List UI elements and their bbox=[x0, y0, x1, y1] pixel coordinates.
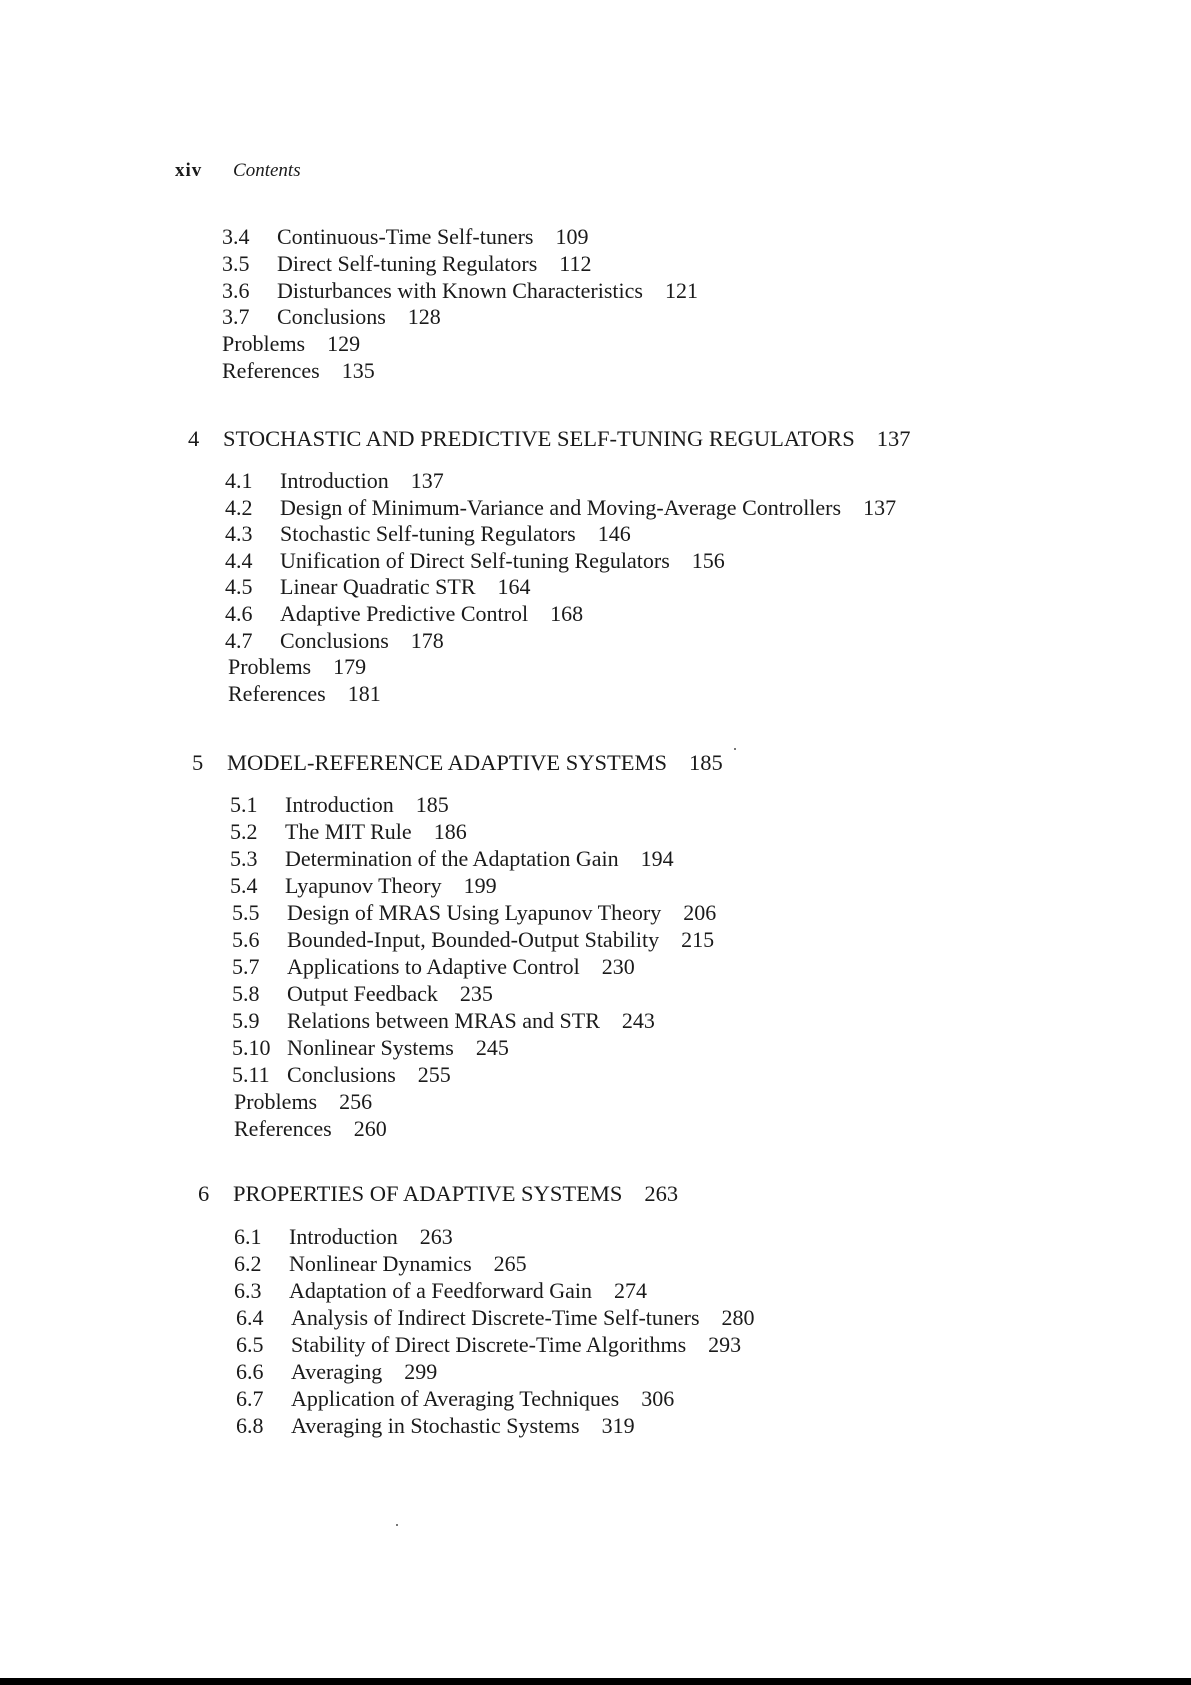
section-entry bbox=[225, 521, 631, 547]
entry-title: Adaptive Predictive Control bbox=[280, 601, 529, 626]
page-reference: 164 bbox=[497, 574, 531, 599]
section-number: 5.7 bbox=[232, 954, 260, 979]
backmatter-entry bbox=[222, 331, 360, 357]
section-entry bbox=[234, 1224, 453, 1250]
entry-title: Relations between MRAS and STR bbox=[287, 1008, 600, 1033]
entry-title: Introduction bbox=[289, 1224, 398, 1249]
entry-title: Disturbances with Known Characteristics bbox=[277, 278, 643, 303]
entry-title: Applications to Adaptive Control bbox=[287, 954, 580, 979]
section-number: 5.3 bbox=[230, 846, 258, 871]
section-entry bbox=[222, 224, 588, 250]
section-entry bbox=[230, 846, 674, 872]
page-reference: 156 bbox=[691, 548, 725, 573]
entry-title: Lyapunov Theory bbox=[285, 873, 442, 898]
entry-title: Determination of the Adaptation Gain bbox=[285, 846, 619, 871]
entry-title: Adaptation of a Feedforward Gain bbox=[289, 1278, 593, 1303]
section-entry bbox=[222, 278, 698, 304]
page-reference: 185 bbox=[415, 792, 449, 817]
section-number: 3.5 bbox=[222, 251, 250, 276]
section-number: 5.8 bbox=[232, 981, 260, 1006]
section-number: 5.6 bbox=[232, 927, 260, 952]
backmatter-entry bbox=[234, 1089, 372, 1115]
section-number: 5.5 bbox=[232, 900, 260, 925]
page-reference: 243 bbox=[621, 1008, 655, 1033]
chapter-entry bbox=[188, 425, 910, 453]
section-number: 4.2 bbox=[225, 495, 253, 520]
section-number: 3.6 bbox=[222, 278, 250, 303]
section-entry bbox=[236, 1305, 755, 1331]
page-reference: 206 bbox=[683, 900, 717, 925]
entry-title: Stability of Direct Discrete-Time Algorithms bbox=[291, 1332, 687, 1357]
section-number: 5.9 bbox=[232, 1008, 260, 1033]
section-entry bbox=[232, 900, 716, 926]
page-reference: 168 bbox=[550, 601, 584, 626]
page-reference: 306 bbox=[641, 1386, 675, 1411]
section-number: 6.8 bbox=[236, 1413, 264, 1438]
page-reference: 121 bbox=[664, 278, 698, 303]
backmatter-entry bbox=[222, 358, 375, 384]
section-entry bbox=[225, 628, 444, 654]
page-reference: 129 bbox=[327, 331, 361, 356]
page-reference: 109 bbox=[555, 224, 589, 249]
page-reference: 186 bbox=[433, 819, 467, 844]
entry-title: Output Feedback bbox=[287, 981, 438, 1006]
chapter-entry bbox=[198, 1180, 678, 1208]
section-entry bbox=[225, 495, 896, 521]
entry-title: Averaging in Stochastic Systems bbox=[291, 1413, 580, 1438]
entry-title: Bounded-Input, Bounded-Output Stability bbox=[287, 927, 660, 952]
page-reference: 274 bbox=[614, 1278, 648, 1303]
page-reference: 146 bbox=[597, 521, 631, 546]
chapter-title: STOCHASTIC AND PREDICTIVE SELF-TUNING REGULATORS bbox=[223, 426, 855, 451]
chapter-number: 5 bbox=[192, 750, 204, 775]
section-number: 5.11 bbox=[232, 1062, 270, 1087]
entry-title: Application of Averaging Techniques bbox=[291, 1386, 620, 1411]
page-reference: 235 bbox=[459, 981, 493, 1006]
entry-title: Introduction bbox=[280, 468, 389, 493]
page-reference: 255 bbox=[417, 1062, 451, 1087]
entry-title: Nonlinear Dynamics bbox=[289, 1251, 472, 1276]
entry-title: The MIT Rule bbox=[285, 819, 412, 844]
entry-title: Problems bbox=[234, 1089, 318, 1114]
section-number: 4.5 bbox=[225, 574, 253, 599]
chapter-number: 6 bbox=[198, 1181, 210, 1206]
section-entry bbox=[225, 548, 725, 574]
section-number: 3.7 bbox=[222, 304, 250, 329]
page-reference: 128 bbox=[407, 304, 441, 329]
section-entry bbox=[230, 792, 449, 818]
page-reference: 263 bbox=[644, 1181, 679, 1206]
section-entry bbox=[234, 1278, 647, 1304]
scan-speck bbox=[396, 1524, 398, 1526]
section-number: 5.2 bbox=[230, 819, 258, 844]
section-entry bbox=[230, 873, 497, 899]
page-reference: 263 bbox=[419, 1224, 453, 1249]
section-entry bbox=[232, 1008, 655, 1034]
section-number: 3.4 bbox=[222, 224, 250, 249]
backmatter-entry bbox=[228, 681, 381, 707]
page-reference: 135 bbox=[341, 358, 375, 383]
section-number: 4.1 bbox=[225, 468, 253, 493]
section-number: 5.4 bbox=[230, 873, 258, 898]
section-number: 6.5 bbox=[236, 1332, 264, 1357]
entry-title: Design of Minimum-Variance and Moving-Average Controllers bbox=[280, 495, 842, 520]
section-entry bbox=[234, 1251, 527, 1277]
page-reference: 265 bbox=[493, 1251, 527, 1276]
entry-title: Linear Quadratic STR bbox=[280, 574, 476, 599]
section-entry bbox=[225, 601, 583, 627]
backmatter-entry bbox=[228, 654, 366, 680]
section-entry bbox=[236, 1413, 635, 1439]
page-reference: 215 bbox=[681, 927, 715, 952]
page-reference: 230 bbox=[601, 954, 635, 979]
section-number: 5.1 bbox=[230, 792, 258, 817]
page-reference: 260 bbox=[353, 1116, 387, 1141]
running-header bbox=[175, 160, 301, 182]
page-reference: 137 bbox=[863, 495, 897, 520]
page-reference: 245 bbox=[475, 1035, 509, 1060]
entry-title: Analysis of Indirect Discrete-Time Self-tuners bbox=[291, 1305, 700, 1330]
entry-title: Unification of Direct Self-tuning Regulators bbox=[280, 548, 670, 573]
section-number: 6.4 bbox=[236, 1305, 264, 1330]
section-number: 4.7 bbox=[225, 628, 253, 653]
page-reference: 137 bbox=[410, 468, 444, 493]
page-number: xiv bbox=[175, 160, 203, 181]
entry-title: Stochastic Self-tuning Regulators bbox=[280, 521, 576, 546]
section-number: 6.2 bbox=[234, 1251, 262, 1276]
section-number: 4.3 bbox=[225, 521, 253, 546]
page-reference: 293 bbox=[708, 1332, 742, 1357]
section-entry bbox=[222, 304, 441, 330]
section-number: 4.4 bbox=[225, 548, 253, 573]
section-entry bbox=[232, 927, 714, 953]
backmatter-entry bbox=[234, 1116, 387, 1142]
section-entry bbox=[236, 1332, 741, 1358]
page-reference: 178 bbox=[410, 628, 444, 653]
page-reference: 137 bbox=[876, 426, 911, 451]
page-reference: 194 bbox=[640, 846, 674, 871]
scan-edge-rule bbox=[0, 1678, 1191, 1685]
section-entry bbox=[236, 1359, 437, 1385]
entry-title: Problems bbox=[228, 654, 312, 679]
entry-title: Design of MRAS Using Lyapunov Theory bbox=[287, 900, 662, 925]
section-entry bbox=[232, 981, 493, 1007]
entry-title: Averaging bbox=[291, 1359, 383, 1384]
scan-speck bbox=[734, 748, 736, 750]
page-reference: 185 bbox=[689, 750, 723, 775]
page-reference: 199 bbox=[463, 873, 497, 898]
entry-title: Problems bbox=[222, 331, 306, 356]
running-title: Contents bbox=[233, 160, 301, 181]
page-reference: 256 bbox=[339, 1089, 373, 1114]
page-reference: 280 bbox=[721, 1305, 755, 1330]
page-reference: 181 bbox=[347, 681, 381, 706]
section-number: 6.7 bbox=[236, 1386, 264, 1411]
chapter-entry bbox=[192, 749, 723, 777]
chapter-number: 4 bbox=[188, 426, 200, 451]
section-entry bbox=[232, 954, 635, 980]
chapter-title: MODEL-REFERENCE ADAPTIVE SYSTEMS bbox=[227, 750, 668, 775]
entry-title: Conclusions bbox=[277, 304, 386, 329]
section-number: 4.6 bbox=[225, 601, 253, 626]
section-number: 6.3 bbox=[234, 1278, 262, 1303]
entry-title: References bbox=[222, 358, 320, 383]
section-number: 5.10 bbox=[232, 1035, 271, 1060]
section-entry bbox=[230, 819, 467, 845]
page-reference: 319 bbox=[601, 1413, 635, 1438]
section-entry bbox=[236, 1386, 674, 1412]
section-entry bbox=[232, 1035, 509, 1061]
section-entry bbox=[232, 1062, 451, 1088]
entry-title: Conclusions bbox=[287, 1062, 396, 1087]
entry-title: Continuous-Time Self-tuners bbox=[277, 224, 534, 249]
entry-title: Introduction bbox=[285, 792, 394, 817]
entry-title: Nonlinear Systems bbox=[287, 1035, 454, 1060]
entry-title: Conclusions bbox=[280, 628, 389, 653]
entry-title: Direct Self-tuning Regulators bbox=[277, 251, 538, 276]
entry-title: References bbox=[228, 681, 326, 706]
section-entry bbox=[225, 468, 444, 494]
page-reference: 299 bbox=[404, 1359, 438, 1384]
section-entry bbox=[222, 251, 591, 277]
page-reference: 112 bbox=[559, 251, 592, 276]
page-reference: 179 bbox=[333, 654, 367, 679]
chapter-title: PROPERTIES OF ADAPTIVE SYSTEMS bbox=[233, 1181, 623, 1206]
section-entry bbox=[225, 574, 531, 600]
section-number: 6.1 bbox=[234, 1224, 262, 1249]
entry-title: References bbox=[234, 1116, 332, 1141]
section-number: 6.6 bbox=[236, 1359, 264, 1384]
